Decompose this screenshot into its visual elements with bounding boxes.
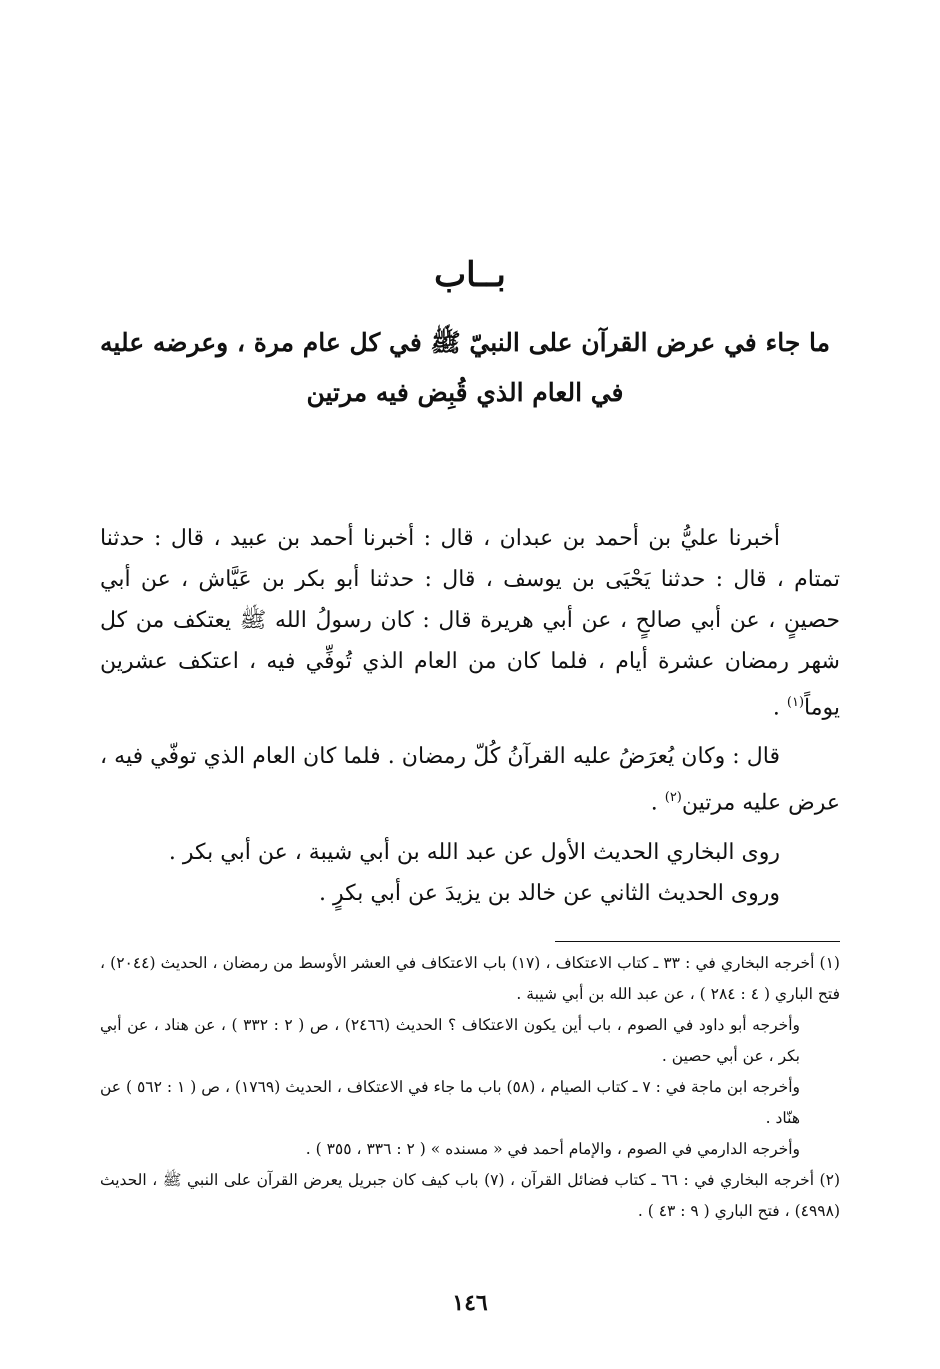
footnote-separator	[555, 941, 840, 942]
footnote-1-abudawud: وأخرجه أبو داود في الصوم ، باب أين يكون الاعتكاف ؟ الحديث (٢٤٦٦) ، ص ( ٢ : ٣٣٢ ) ، عن هناد ، عن أبي بكر ، عن أبي حصين .	[100, 1016, 800, 1065]
footnote-1-darimi: وأخرجه الدارمي في الصوم ، والإمام أحمد في « مسنده » ( ٢ : ٣٣٦ ، ٣٥٥ ) .	[305, 1140, 800, 1158]
paragraph-3	[100, 832, 840, 873]
paragraph-2-end: .	[650, 790, 665, 816]
footnotes	[100, 948, 840, 1227]
body-text	[100, 518, 840, 922]
footnote-marker-2: (٢)	[664, 790, 682, 806]
chapter-title-line-1: ما جاء في عرض القرآن على النبيّ ﷺ في كل عام مرة ، وعرضه عليه	[100, 328, 830, 357]
chapter-title	[95, 318, 835, 418]
paragraph-3-line-2: وروى الحديث الثاني عن خالد بن يزيدَ عن أبي بكرٍ .	[318, 880, 780, 906]
paragraph-2-text: قال : وكان يُعرَضُ عليه القرآنُ كُلّ رمضان . فلما كان العام الذي توفّي فيه ، عرض عليه مرتين	[100, 744, 840, 816]
footnote-marker-1: (١)	[786, 695, 805, 710]
paragraph-1-text: أخبرنا عليُّ بن أحمد بن عبدان ، قال : أخبرنا أحمد بن عبيد ، قال : حدثنا تمتام ، قال : حدثنا يَحْيَى بن يوسف ، قال : حدثنا أبو بكر بن عَيَّاش ، عن أبي حصينٍ ، عن أبي صالحٍ ، عن أبي هريرة قال : كان رسولُ الله ﷺ يعتكف من كل شهر رمضان عشرة أيام ، فلما كان من العام الذي تُوفِّي فيه ، اعتكف عشرين يوماً	[100, 526, 840, 721]
paragraph-4	[100, 873, 840, 914]
chapter-title-line-2: في العام الذي قُبِض فيه مرتين	[306, 378, 624, 407]
footnote-1: (١) أخرجه البخاري في : ٣٣ ـ كتاب الاعتكاف ، (١٧) باب الاعتكاف في العشر الأوسط من رمضان ، الحديث (٢٠٤٤) ، فتح الباري ( ٤ : ٢٨٤ ) ، عن عبد الله بن أبي شيبة .	[100, 954, 840, 1003]
paragraph-2	[100, 736, 840, 823]
chapter-label: بــاب	[434, 255, 506, 295]
paragraph-3-line-1: روى البخاري الحديث الأول عن عبد الله بن أبي شيبة ، عن أبي بكر .	[168, 839, 780, 865]
paragraph-1-end: .	[772, 695, 787, 721]
page-number: ١٤٦	[452, 1290, 488, 1316]
footnote-1-ibnmajah: وأخرجه ابن ماجة في : ٧ ـ كتاب الصيام ، (٥٨) باب ما جاء في الاعتكاف ، الحديث (١٧٦٩) ، ص ( ١ : ٥٦٢ ) عن هنّاد .	[100, 1078, 801, 1127]
footnote-2: (٢) أخرجه البخاري في : ٦٦ ـ كتاب فضائل القرآن ، (٧) باب كيف كان جبريل يعرض القرآن على النبي ﷺ ، الحديث (٤٩٩٨) ، فتح الباري ( ٩ : ٤٣ ) .	[100, 1171, 840, 1220]
paragraph-1	[100, 518, 840, 728]
